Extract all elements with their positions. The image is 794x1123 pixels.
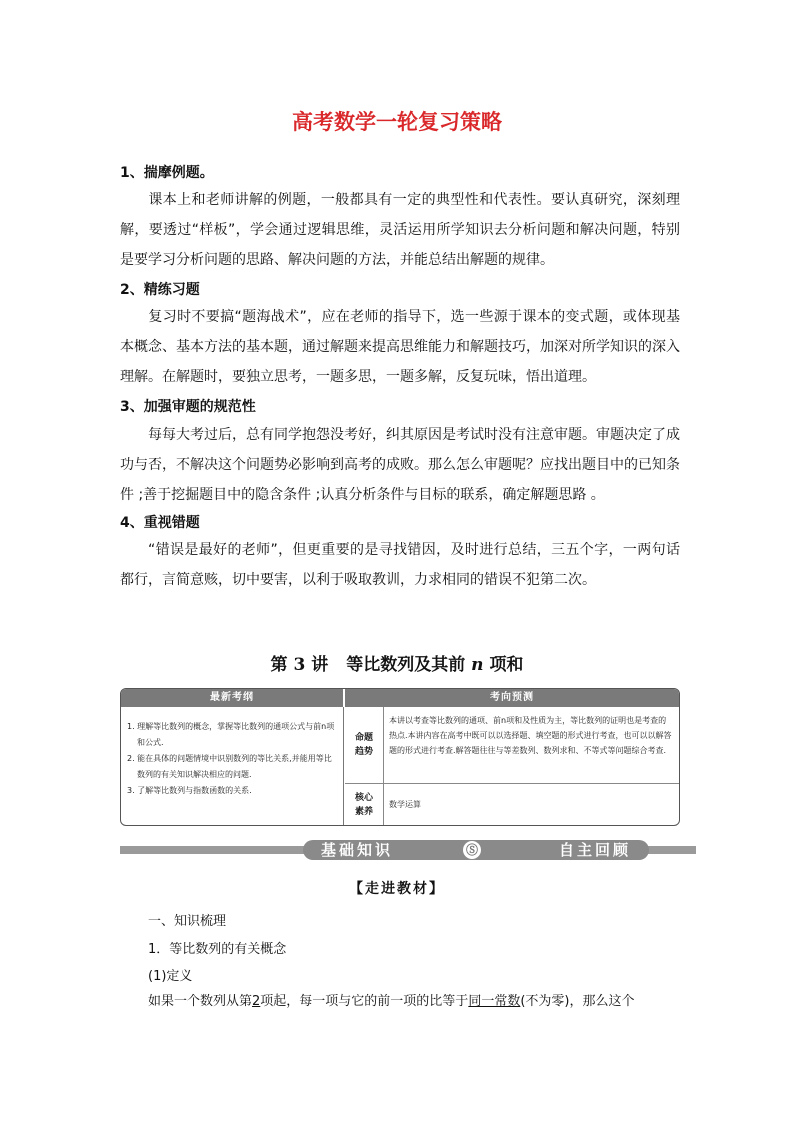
section-heading-4: 4、重视错题 bbox=[120, 515, 200, 531]
row-label-trend: 命题 趋势 bbox=[345, 707, 384, 784]
lecture-title: 第 3 讲 等比数列及其前 n 项和 bbox=[270, 655, 524, 675]
section-heading-2: 2、精练习题 bbox=[120, 282, 200, 298]
row-text-literacy: 数学运算 bbox=[389, 800, 421, 809]
outline-right-header: 考向预测 bbox=[345, 689, 679, 707]
banner-icon: Ⓢ bbox=[463, 841, 481, 859]
definition-text: 如果一个数列从第2项起，每一项与它的前一项的比等于同一常数(不为零)，那么这个 bbox=[148, 994, 635, 1009]
knowledge-heading: 一、知识梳理 bbox=[148, 914, 227, 929]
banner-left-text: 基础知识 bbox=[321, 841, 394, 859]
row-text-trend: 本讲以考查等比数列的通项、前n项和及性质为主，等比数列的证明也是考查的热点.本讲内容在高考中既可以以选择题、填空题的形式进行考查，也可以以解答题的形式进行考查.解答题往往与等差数列、数列求和、不等式等问题综合考查. bbox=[389, 716, 672, 755]
outline-item: 2. 能在具体的问题情境中识别数列的等比关系,并能用等比数列的有关知识解决相应的问题. bbox=[127, 754, 332, 779]
page-title: 高考数学一轮复习策略 bbox=[292, 110, 502, 134]
section-text-4: “错误是最好的老师”，但更重要的是寻找错因，及时进行总结，三五个字，一两句话都行，言简意赅，切中要害，以利于吸取教训，力求相同的错误不犯第二次。 bbox=[120, 542, 680, 588]
outline-left-body bbox=[121, 707, 344, 825]
row-label-literacy: 核心 素养 bbox=[345, 784, 384, 825]
outline-item: 1. 理解等比数列的概念，掌握等比数列的通项公式与前n项和公式. bbox=[127, 722, 335, 747]
section-heading-1: 1、揣摩例题。 bbox=[120, 165, 214, 181]
banner-right-text: 自主回顾 bbox=[558, 841, 631, 859]
concept-heading: 1．等比数列的有关概念 bbox=[148, 942, 287, 957]
definition-heading: (1)定义 bbox=[148, 969, 193, 984]
outline-item: 3. 了解等比数列与指数函数的关系. bbox=[127, 786, 252, 795]
outline-left-header: 最新考纲 bbox=[121, 689, 343, 707]
section-text-2: 复习时不要搞“题海战术”，应在老师的指导下，选一些源于课本的变式题，或体现基本概念、基本方法的基本题，通过解题来提高思维能力和解题技巧，加深对所学知识的深入理解。在解题时，要独立思考，一题多思，一题多解，反复玩味，悟出道理。 bbox=[120, 309, 680, 385]
subheading: 【走进教材】 bbox=[349, 881, 445, 897]
section-banner bbox=[120, 840, 696, 860]
outline-table bbox=[120, 688, 680, 826]
section-heading-3: 3、加强审题的规范性 bbox=[120, 399, 256, 415]
section-text-3: 每每大考过后，总有同学抱怨没考好，纠其原因是考试时没有注意审题。审题决定了成功与否，不解决这个问题势必影响到高考的成败。那么怎么审题呢？应找出题目中的已知条件 ;善于挖掘题目中的隐含条件 ;认真分析条件与目标的联系，确定解题思路 。 bbox=[120, 427, 680, 503]
section-text-1: 课本上和老师讲解的例题，一般都具有一定的典型性和代表性。要认真研究，深刻理解，要透过“样板”，学会通过逻辑思维，灵活运用所学知识去分析问题和解决问题，特别是要学习分析问题的思路、解决问题的方法，并能总结出解题的规律。 bbox=[120, 192, 680, 268]
